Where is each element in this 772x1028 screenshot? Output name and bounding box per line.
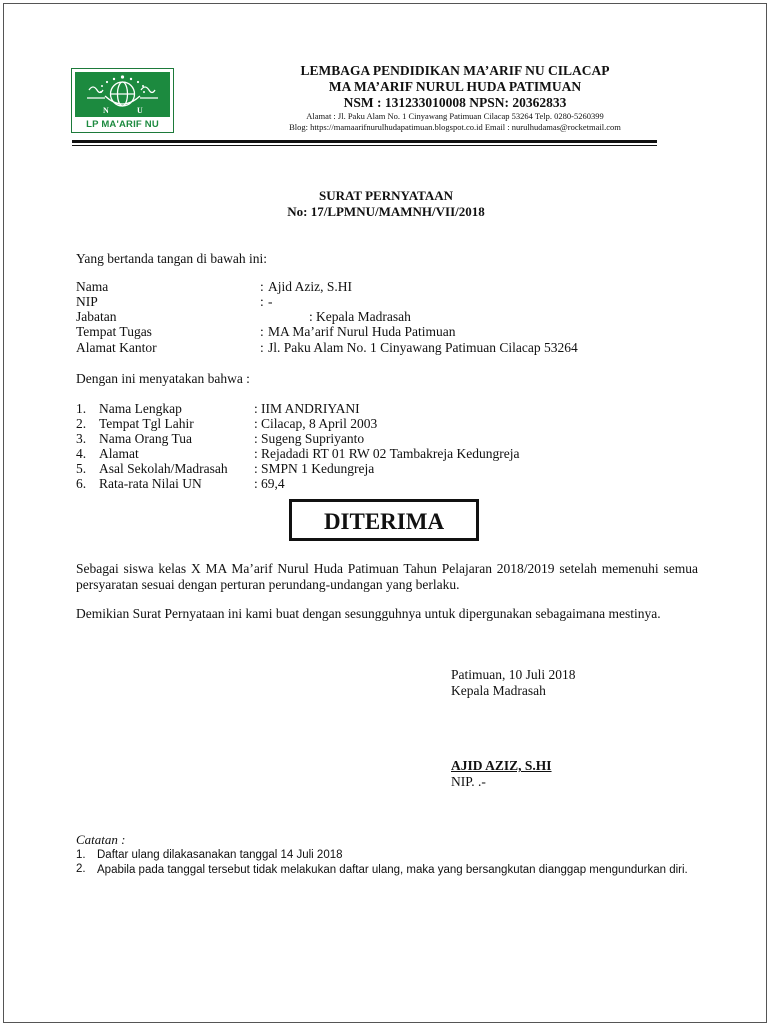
student-sep: : bbox=[254, 446, 258, 461]
signer-label: NIP bbox=[76, 294, 98, 309]
student-sep: : bbox=[254, 461, 258, 476]
student-no: 1. bbox=[76, 401, 87, 416]
signer-sep: : bbox=[309, 309, 313, 324]
student-no: 6. bbox=[76, 476, 87, 491]
lp-maarif-nu-logo bbox=[71, 68, 174, 133]
intro-text: Yang bertanda tangan di bawah ini: bbox=[76, 251, 267, 266]
status-box bbox=[289, 499, 479, 541]
signer-sep: : bbox=[260, 279, 264, 294]
signer-label: Alamat Kantor bbox=[76, 340, 157, 355]
school-address: Alamat : Jl. Paku Alam No. 1 Cinyawang Patimuan Cilacap 53264 Telp. 0280-5260399 bbox=[306, 111, 604, 121]
student-no: 5. bbox=[76, 461, 87, 476]
signer-position: Kepala Madrasah bbox=[451, 683, 546, 698]
paragraph-acceptance: Sebagai siswa kelas X MA Ma’arif Nurul Huda Patimuan Tahun Pelajaran 2018/2019 setelah memenuhi semua persyaratan sesuai dengan perturan perundang-undangan yang berlaku. bbox=[76, 561, 698, 592]
student-label: Tempat Tgl Lahir bbox=[99, 416, 194, 431]
note-text: Apabila pada tanggal tersebut tidak melakukan daftar ulang, maka yang bersangkutan dianggap mengundurkan diri. bbox=[97, 864, 688, 876]
student-sep: : bbox=[254, 416, 258, 431]
school-name: MA MA’ARIF NURUL HUDA PATIMUAN bbox=[328, 79, 582, 94]
student-label: Nama Lengkap bbox=[99, 401, 182, 416]
signer-sep: : bbox=[260, 324, 264, 339]
paragraph-closing: Demikian Surat Pernyataan ini kami buat dengan sesungguhnya untuk dipergunakan sebagaimana mestinya. bbox=[76, 606, 661, 621]
statement-intro: Dengan ini menyatakan bahwa : bbox=[76, 371, 250, 386]
note-no: 2. bbox=[76, 863, 86, 875]
notes-heading: Catatan : bbox=[76, 832, 126, 847]
signer-value: - bbox=[268, 294, 273, 309]
signer-value: Ajid Aziz, S.HI bbox=[268, 279, 352, 294]
student-label: Nama Orang Tua bbox=[99, 431, 192, 446]
note-text: Daftar ulang dilakasanakan tanggal 14 Juli 2018 bbox=[97, 849, 343, 861]
signer-value: Jl. Paku Alam No. 1 Cinyawang Patimuan Cilacap 53264 bbox=[268, 340, 578, 355]
letter-number: No: 17/LPMNU/MAMNH/VII/2018 bbox=[287, 204, 485, 219]
letterhead-rule-thin bbox=[72, 145, 657, 146]
student-no: 3. bbox=[76, 431, 87, 446]
signer-sep: : bbox=[260, 294, 264, 309]
letterhead-rule-thick bbox=[72, 140, 657, 143]
student-value: SMPN 1 Kedungreja bbox=[261, 461, 375, 476]
signer-sep: : bbox=[260, 340, 264, 355]
logo-letter-n: N bbox=[103, 106, 109, 115]
student-label: Rata-rata Nilai UN bbox=[99, 476, 202, 491]
signer-label: Tempat Tugas bbox=[76, 324, 152, 339]
student-value: Cilacap, 8 April 2003 bbox=[261, 416, 378, 431]
student-sep: : bbox=[254, 476, 258, 491]
student-sep: : bbox=[254, 431, 258, 446]
place-date: Patimuan, 10 Juli 2018 bbox=[451, 667, 576, 682]
signer-value: Kepala Madrasah bbox=[316, 309, 411, 324]
school-contact: Blog: https://mamaarifnurulhudapatimuan.blogspot.co.id Email : nurulhudamas@rocketmail.com bbox=[289, 122, 621, 132]
student-no: 4. bbox=[76, 446, 87, 461]
student-value: Sugeng Supriyanto bbox=[261, 431, 365, 446]
student-sep: : bbox=[254, 401, 258, 416]
nu-globe-icon bbox=[75, 72, 170, 117]
student-no: 2. bbox=[76, 416, 87, 431]
signer-label: Nama bbox=[76, 279, 109, 294]
student-value: IIM ANDRIYANI bbox=[261, 401, 360, 416]
status-text: DITERIMA bbox=[323, 509, 445, 534]
signer-name: AJID AZIZ, S.HI bbox=[451, 758, 552, 773]
student-value: 69,4 bbox=[261, 476, 285, 491]
student-label: Alamat bbox=[99, 446, 139, 461]
student-value: Rejadadi RT 01 RW 02 Tambakreja Kedungreja bbox=[261, 446, 520, 461]
note-no: 1. bbox=[76, 849, 86, 861]
org-name: LEMBAGA PENDIDIKAN MA’ARIF NU CILACAP bbox=[300, 63, 610, 78]
logo-caption: LP MA'ARIF NU bbox=[86, 119, 159, 130]
logo-letter-u: U bbox=[137, 106, 143, 115]
signer-label: Jabatan bbox=[76, 309, 117, 324]
logo-emblem bbox=[75, 72, 170, 117]
signer-value: MA Ma’arif Nurul Huda Patimuan bbox=[268, 324, 456, 339]
letter-title: SURAT PERNYATAAN bbox=[319, 188, 453, 203]
signer-nip: NIP. .- bbox=[451, 774, 486, 789]
nsm-npsn: NSM : 131233010008 NPSN: 20362833 bbox=[343, 95, 567, 110]
student-label: Asal Sekolah/Madrasah bbox=[99, 461, 228, 476]
